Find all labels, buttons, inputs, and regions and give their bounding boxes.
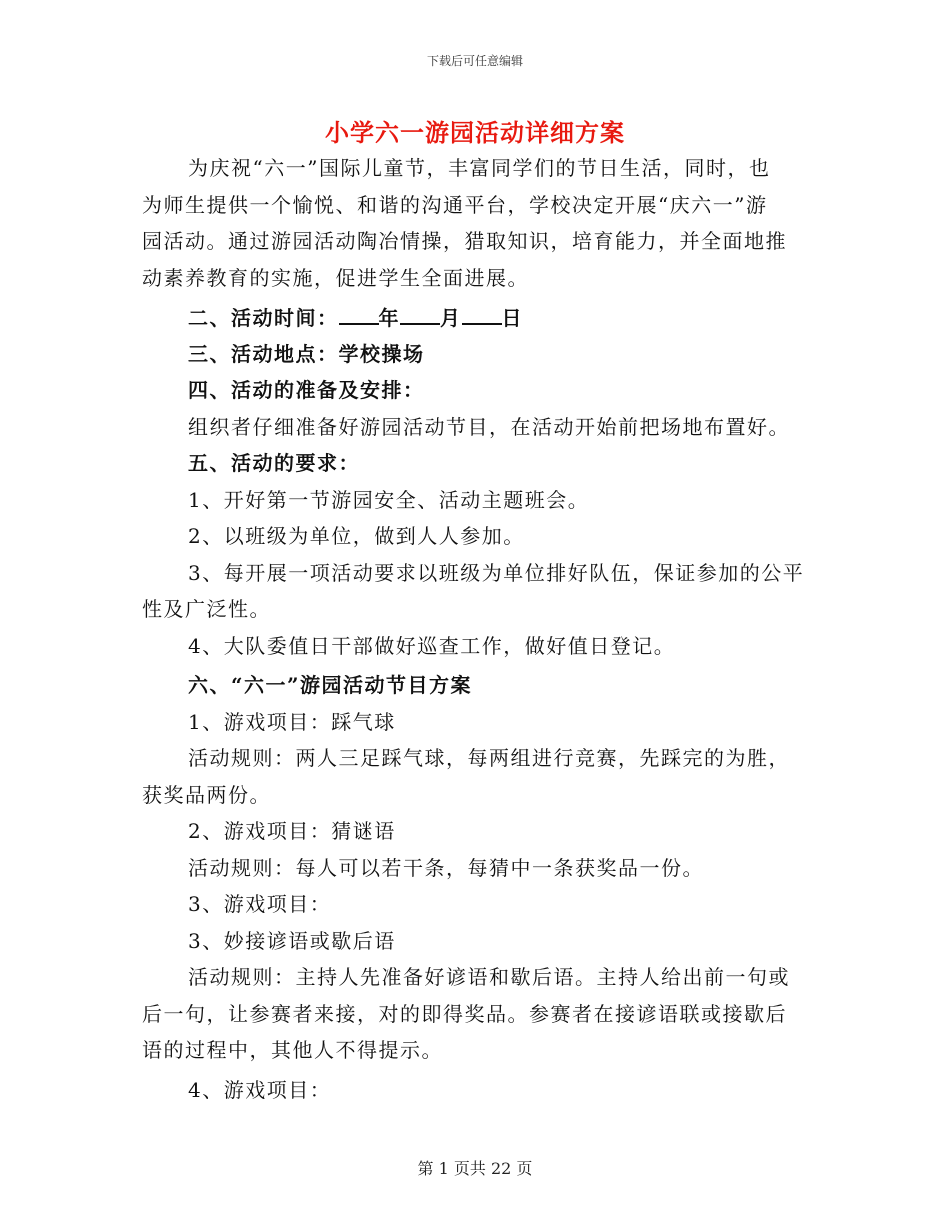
intro-line-3: 园活动。通过游园活动陶冶情操，猎取知识，培育能力，并全面地推 xyxy=(142,229,787,253)
requirements-heading: 五、活动的要求： xyxy=(188,451,360,475)
program-line-5: 活动规则：每人可以若干条，每猜中一条获奖品一份。 xyxy=(188,855,704,880)
requirement-1: 1、开好第一节游园安全、活动主题班会。 xyxy=(188,487,590,512)
page-header: 下载后可任意编辑 xyxy=(426,54,523,68)
program-line-7: 3、妙接谚语或歇后语 xyxy=(188,928,396,953)
program-line-3: 获奖品两份。 xyxy=(142,782,271,807)
requirement-2: 2、以班级为单位，做到人人参加。 xyxy=(188,524,525,548)
program-line-10: 语的过程中，其他人不得提示。 xyxy=(142,1038,443,1062)
year-blank xyxy=(339,299,379,325)
day-blank xyxy=(462,299,502,325)
day-label: 日 xyxy=(501,306,523,330)
month-label: 月 xyxy=(440,306,462,330)
activity-time-label: 二、活动时间： xyxy=(188,306,339,330)
requirement-3-cont: 性及广泛性。 xyxy=(142,597,271,621)
program-line-11: 4、游戏项目： xyxy=(188,1077,332,1102)
program-line-8: 活动规则：主持人先准备好谚语和歇后语。主持人给出前一句或 xyxy=(188,965,790,989)
month-blank xyxy=(400,299,440,325)
program-line-6: 3、游戏项目： xyxy=(188,892,332,916)
activity-place: 三、活动地点：学校操场 xyxy=(188,341,425,366)
program-line-2: 活动规则：两人三足踩气球，每两组进行竞赛，先踩完的为胜， xyxy=(188,746,790,770)
intro-line-2: 为师生提供一个愉悦、和谐的沟通平台，学校决定开展“庆六一”游 xyxy=(142,192,768,217)
document-body xyxy=(142,150,810,1108)
intro-line-1: 为庆祝“六一”国际儿童节，丰富同学们的节日生活，同时，也 xyxy=(188,156,771,180)
program-line-9: 后一句，让参赛者来接，对的即得奖品。参赛者在接谚语联或接歇后 xyxy=(142,1001,787,1026)
prep-heading: 四、活动的准备及安排： xyxy=(188,378,425,402)
activity-time xyxy=(142,299,810,336)
program-heading: 六、“六一”游园活动节目方案 xyxy=(188,673,473,697)
prep-text: 组织者仔细准备好游园活动节目，在活动开始前把场地布置好。 xyxy=(188,414,790,439)
intro-line-4: 动素养教育的实施，促进学生全面进展。 xyxy=(142,265,529,290)
requirement-4: 4、大队委值日干部做好巡查工作，做好值日登记。 xyxy=(188,633,676,658)
requirement-3: 3、每开展一项活动要求以班级为单位排好队伍，保证参加的公平 xyxy=(188,560,805,585)
program-line-1: 1、游戏项目：踩气球 xyxy=(188,709,396,734)
year-label: 年 xyxy=(378,306,400,330)
page-footer: 第 1 页共 22 页 xyxy=(417,1159,533,1178)
document-title: 小学六一游园活动详细方案 xyxy=(325,118,625,147)
program-line-4: 2、游戏项目：猜谜语 xyxy=(188,819,396,843)
